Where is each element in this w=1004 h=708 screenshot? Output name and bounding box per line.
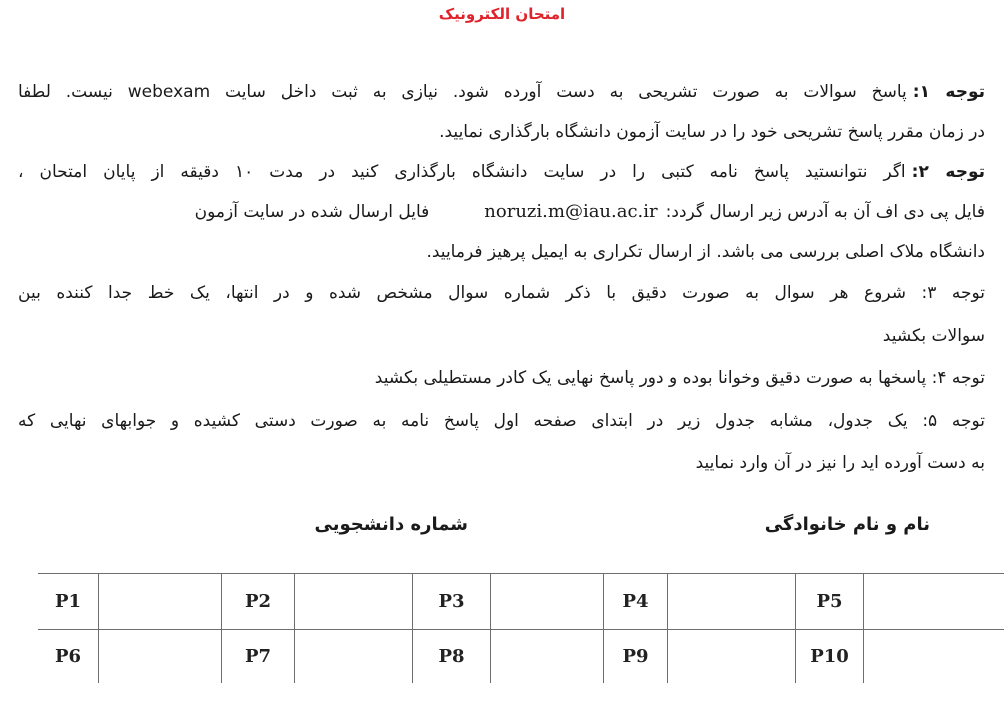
answer-table xyxy=(38,573,1004,683)
note-1-line-2: در زمان مقرر پاسخ تشریحی خود را در سایت آزمون دانشگاه بارگذاری نمایید. xyxy=(439,122,985,142)
instructions-block xyxy=(18,72,985,485)
note-4-line-1: توجه ۴: پاسخها به صورت دقیق وخوانا بوده و دور پاسخ نهایی یک کادر مستطیلی بکشید xyxy=(374,368,985,388)
answer-cell-p8-value xyxy=(491,630,604,683)
note-2-pdf-instruction: فایل پی دی اف آن به آدرس زیر ارسال گردد: xyxy=(665,202,985,222)
answer-cell-p7-label: P7 xyxy=(222,630,295,683)
answer-cell-p6-value xyxy=(99,630,222,683)
note-1-text: پاسخ سوالات به صورت تشریحی به دست آورده شود. نیازی به ثبت داخل سایت webexam نیست. لطفا xyxy=(18,82,907,102)
note-2-line-1 xyxy=(18,152,985,192)
note-5-line-2: به دست آورده اید را نیز در آن وارد نمایید xyxy=(695,453,985,473)
answer-cell-p1-value xyxy=(99,574,222,630)
answer-cell-p5-label: P5 xyxy=(796,574,864,630)
answer-cell-p7-value xyxy=(295,630,413,683)
answer-cell-p2-label: P2 xyxy=(222,574,295,630)
note-3-line-2: سوالات بکشید xyxy=(882,325,985,346)
note-1-label: توجه ۱: xyxy=(912,82,985,102)
note-3-line-1: توجه ۳: شروع هر سوال به صورت دقیق با ذکر شماره سوال مشخص شده و در انتها، یک خط جدا کننده بین xyxy=(18,283,985,303)
note-5-line-1: توجه ۵: یک جدول، مشابه جدول زیر در ابتدای صفحه اول پاسخ نامه به صورت دستی کشیده و جوابهای نهایی که xyxy=(18,410,985,431)
answer-cell-p10-label: P10 xyxy=(796,630,864,683)
answer-cell-p9-label: P9 xyxy=(604,630,668,683)
answer-cell-p9-value xyxy=(668,630,796,683)
note-2-sent-file-note: فایل ارسال شده در سایت آزمون xyxy=(194,202,430,222)
answer-cell-p10-value xyxy=(864,630,1004,683)
answer-cell-p5-value xyxy=(864,574,1004,630)
email-address: noruzi.m@iau.ac.ir xyxy=(484,201,658,222)
answer-cell-p2-value xyxy=(295,574,413,630)
answer-cell-p1-label: P1 xyxy=(38,574,99,630)
name-label: نام و نام خانوادگی xyxy=(764,514,930,535)
answer-cell-p4-value xyxy=(668,574,796,630)
note-2-email-line xyxy=(18,192,985,232)
answer-cell-p4-label: P4 xyxy=(604,574,668,630)
note-1-line-1 xyxy=(18,72,985,112)
answer-cell-p3-value xyxy=(491,574,604,630)
note-2-text: اگر نتوانستید پاسخ نامه کتبی را در سایت دانشگاه بارگذاری کنید در مدت ۱۰ دقیقه از پایان امتحان ، xyxy=(18,162,906,182)
student-id-label: شماره دانشجویی xyxy=(314,514,468,535)
answer-cell-p8-label: P8 xyxy=(413,630,491,683)
note-2-label: توجه ۲: xyxy=(911,162,985,182)
answer-cell-p3-label: P3 xyxy=(413,574,491,630)
note-2-line-3: دانشگاه ملاک اصلی بررسی می باشد. از ارسال تکراری به ایمیل پرهیز فرمایید. xyxy=(426,242,985,262)
exam-title: امتحان الکترونیک xyxy=(438,5,566,23)
answer-cell-p6-label: P6 xyxy=(38,630,99,683)
